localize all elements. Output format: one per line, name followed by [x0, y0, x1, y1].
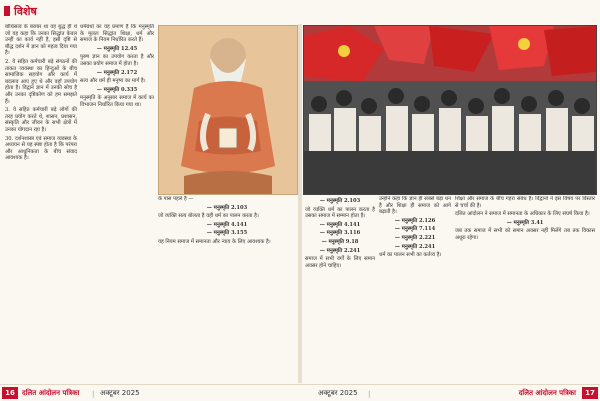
issue-date-left: अक्टूबर 2025: [100, 389, 140, 397]
text-column-1: [5, 24, 77, 382]
protest-crowd-icon: [304, 26, 596, 194]
footer-separator-left: |: [92, 390, 95, 398]
paragraph: यह नियम समाज में समानता और न्याय के लिए आवश्यक है।: [158, 238, 271, 245]
paragraph: जब तक समाज में सभी को समान अवसर नहीं मिलेंगे तब तक विकास अधूरा रहेगा।: [455, 228, 595, 241]
paragraph: धर्मग्रंथों का यह प्रमाण है कि मनुस्मृति के मूलतः सिद्धांत शिक्षा, धर्म और समाज के नियम निर्धारित करते हैं।: [80, 24, 154, 44]
paragraph: पुरुष ज्ञान का उपयोग करता है और उसका प्रयोग समाज में होता है।: [80, 54, 154, 67]
verse-reference: — मनुस्मृति 0.335: [96, 86, 138, 93]
footer-separator-right: |: [368, 390, 371, 398]
verse-reference: — मनुस्मृति 4.141: [206, 221, 248, 228]
verse-reference: — मनुस्मृति 2.241: [319, 247, 361, 254]
paragraph: 30. दर्शनशास्त्र एवं समाज व्यवस्था के अध्ययन से यह स्पष्ट होता है कि परंपरा और आधुनिकता के बीच संवाद आवश्यक है।: [5, 135, 77, 162]
verse-reference: — मनुस्मृति 12.45: [96, 45, 138, 52]
paragraph: मनुस्मृति के अनुसार समाज में कार्य का विभाजन निर्धारित किया गया था।: [80, 95, 154, 108]
verse-reference: — मनुस्मृति 7.114: [394, 226, 436, 233]
footer: [0, 384, 600, 401]
page-number-left: 16: [2, 387, 18, 399]
page-gutter: [298, 24, 302, 383]
paragraph: समाज में सभी वर्गों के लिए समान अवसर होने चाहिए।: [305, 256, 375, 269]
verse-reference: — मनुस्मृति 2.103: [206, 204, 248, 211]
text-column-3: [158, 196, 296, 382]
paragraph: 3. ये सहित कर्मचारी बड़े लोगों की तरह प्रयोग करते थे, शासन, प्रशासन, संस्कृति और जीवन के सभी क्षेत्रों में उनका योगदान रहा है।: [5, 107, 77, 133]
header: [0, 0, 600, 22]
page-number-right: 17: [582, 387, 598, 399]
verse-reference: — मनुस्मृति 2.172: [96, 69, 138, 76]
sage-figure-icon: [159, 26, 297, 194]
verse-reference: — मनुस्मृति 3.116: [319, 230, 361, 237]
magazine-title-left: दलित आंदोलन पत्रिका: [22, 389, 80, 397]
section-marker-icon: [4, 6, 10, 16]
paragraph: 2. ये सहित कर्मचारी बड़े संगठनों की ताकत व्यवस्था का हिन्दुओं के बीच सामाजिक सहयोग और कार्य में बदलाव आए हुए थे और वहाँ उपयोग होता है। विद्वान ज्ञान में उनकी सोच है और उनका दृष्टिकोण को हम समझते हैं।: [5, 58, 77, 105]
paragraph: जो व्यक्ति सत्य बोलता है वही धर्म का पालन करता है।: [158, 213, 259, 220]
paragraph: उन्होंने कहा कि ज्ञान ही सबसे बड़ा धन है और शिक्षा ही समाज को आगे बढ़ाती है।: [379, 196, 451, 216]
text-column-5: [379, 196, 451, 382]
verse-reference: — मनुस्मृति 9.18: [321, 238, 359, 245]
rally-photo: [303, 25, 597, 195]
verse-reference: — मनुस्मृति 4.141: [319, 221, 361, 228]
section-label: विशेष: [14, 4, 37, 18]
verse-reference: — मनुस्मृति 3.155: [206, 230, 248, 237]
section-tag: [4, 3, 37, 19]
verse-reference: — मनुस्मृति 3.41: [506, 219, 544, 226]
issue-date-right: अक्टूबर 2025: [318, 389, 358, 397]
text-column-4: [305, 196, 375, 382]
paragraph: धर्म का पालन सभी का कर्तव्य है।: [379, 252, 442, 259]
text-column-6: [455, 196, 595, 382]
paragraph: दलित आंदोलन ने समाज में समानता के अधिकार के लिए संघर्ष किया है।: [455, 211, 590, 218]
text-column-2: [80, 24, 154, 382]
paragraph: बोधिसत्व के बराबर था वह बुद्ध ही थे जो यह कहा कि उनका सिद्धांत केवल उन्हीं का कार्य नहीं है, इसी दृष्टि से बौद्ध दर्शन में ज्ञान को महत्व दिया गया है।: [5, 24, 77, 57]
paragraph: शिक्षा और समाज के बीच गहरा संबंध है। विद्वानों ने इस विषय पर विस्तार से चर्चा की है।: [455, 196, 595, 209]
paragraph: सत्य और धर्म ही मनुष्य का मार्ग है।: [80, 78, 146, 85]
magazine-title-right: दलित आंदोलन पत्रिका: [518, 389, 576, 397]
paragraph: जो व्यक्ति धर्म का पालन करता है उसका समाज में सम्मान होता है।: [305, 206, 375, 220]
sage-illustration: [158, 25, 298, 195]
verse-reference: — मनुस्मृति 2.241: [394, 243, 436, 250]
verse-reference: — मनुस्मृति 2.103: [319, 198, 361, 204]
verse-reference: — मनुस्मृति 2.126: [394, 217, 436, 224]
verse-reference: — मनुस्मृति 2.221: [394, 234, 436, 241]
paragraph: के पास पहले है —: [158, 196, 194, 202]
